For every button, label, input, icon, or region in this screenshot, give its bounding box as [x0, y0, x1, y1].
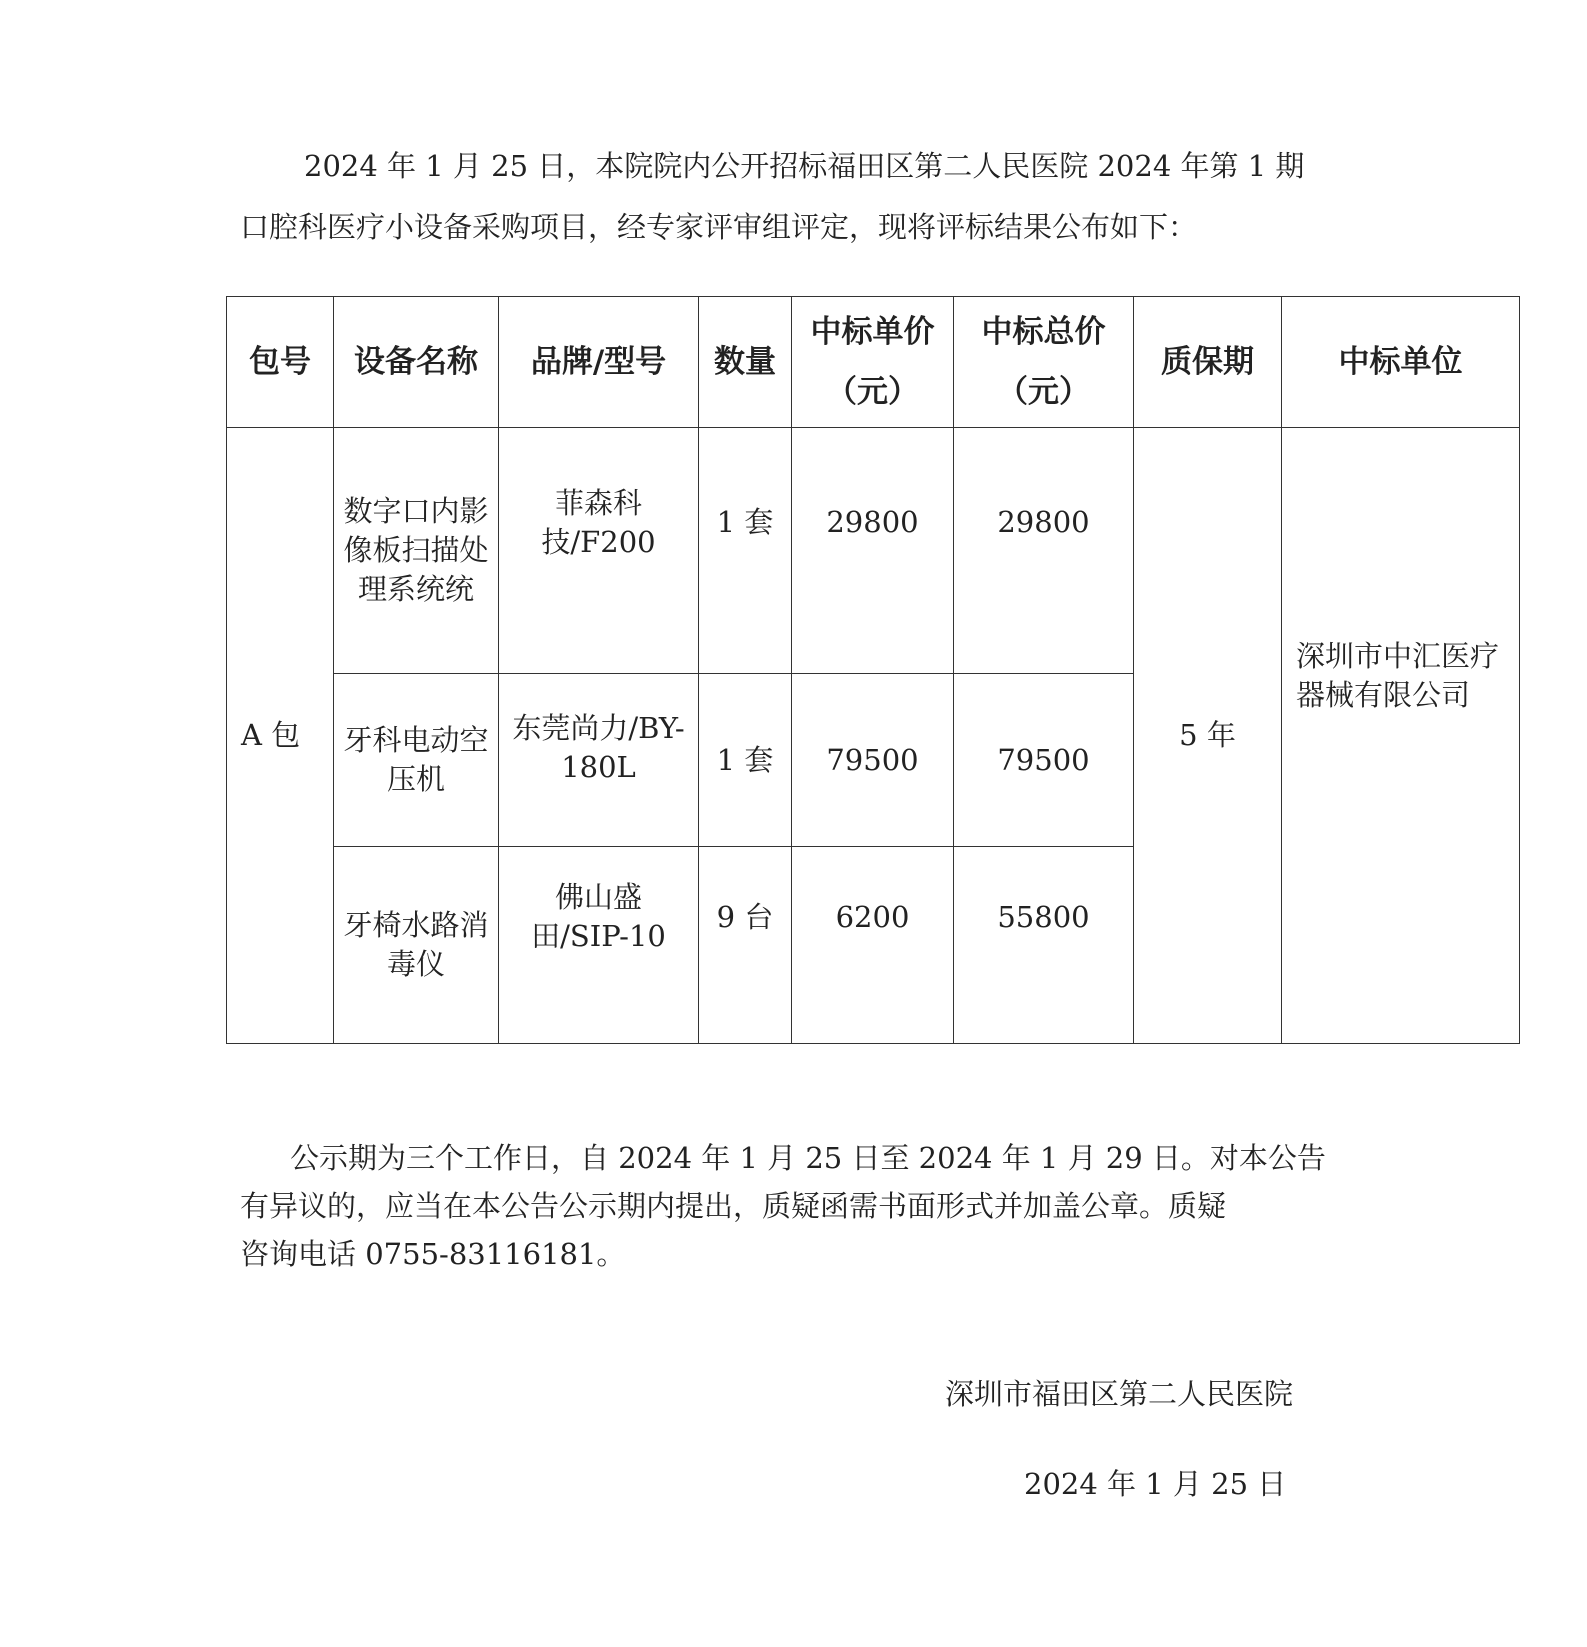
unit-price: 79500	[826, 742, 919, 777]
bid-result-table	[226, 296, 1520, 1044]
device-name-cell	[334, 674, 499, 847]
total-price: 79500	[997, 742, 1090, 777]
brand-model: 佛山盛田/SIP-10	[531, 880, 666, 953]
notice-line-2: 有异议的，应当在本公告公示期内提出，质疑函需书面形式并加盖公章。质疑	[240, 1189, 1227, 1223]
notice-line-3: 咨询电话 0755-83116181。	[240, 1237, 626, 1271]
brand-model: 东莞尚力/BY-180L	[512, 711, 685, 784]
total-price-cell	[954, 674, 1134, 847]
header-device-name: 设备名称	[334, 297, 499, 428]
device-name: 数字口内影像板扫描处理系统统	[343, 494, 489, 606]
winning-unit-value: 深圳市中汇医疗器械有限公司	[1296, 638, 1500, 712]
device-name-cell	[334, 428, 499, 674]
brand-model: 菲森科技/F200	[541, 485, 656, 559]
issue-date: 2024 年 1 月 25 日	[1024, 1467, 1287, 1501]
intro-line-2: 口腔科医疗小设备采购项目，经专家评审组评定，现将评标结果公布如下：	[240, 210, 1198, 244]
header-unit-price-unit: （元）	[826, 374, 919, 410]
device-name: 牙椅水路消毒仪	[343, 908, 489, 981]
brand-model-cell	[499, 847, 699, 1044]
intro-line-1: 2024 年 1 月 25 日，本院院内公开招标福田区第二人民医院 2024 年第 1 期	[304, 149, 1305, 183]
unit-price: 29800	[826, 505, 919, 539]
header-unit-price	[792, 297, 954, 428]
unit-price-cell	[792, 674, 954, 847]
total-price: 29800	[997, 505, 1090, 539]
device-name: 牙科电动空压机	[343, 723, 489, 796]
notice-paragraph	[240, 1134, 1350, 1278]
unit-price-cell	[792, 847, 954, 1044]
package-cell	[227, 428, 334, 1044]
intro-paragraph	[240, 136, 1340, 258]
warranty-cell	[1134, 428, 1282, 1044]
total-price-cell	[954, 847, 1134, 1044]
quantity: 1 套	[716, 505, 774, 539]
quantity-cell	[699, 847, 792, 1044]
warranty-value: 5 年	[1179, 718, 1236, 752]
winning-unit-cell	[1282, 428, 1520, 1044]
header-unit-price-label: 中标单价	[810, 314, 935, 350]
header-warranty: 质保期	[1134, 297, 1282, 428]
quantity: 1 套	[716, 742, 774, 777]
header-total-price-unit: （元）	[997, 374, 1090, 410]
header-total-price-label: 中标总价	[981, 314, 1106, 350]
total-price-cell	[954, 428, 1134, 674]
header-winning-unit: 中标单位	[1282, 297, 1520, 428]
header-quantity: 数量	[699, 297, 792, 428]
table-row	[227, 428, 1520, 674]
quantity-cell	[699, 674, 792, 847]
table-header-row	[227, 297, 1520, 428]
issuer-signature: 深圳市福田区第二人民医院	[945, 1377, 1294, 1411]
unit-price-cell	[792, 428, 954, 674]
brand-model-cell	[499, 674, 699, 847]
header-total-price	[954, 297, 1134, 428]
header-brand-model: 品牌/型号	[499, 297, 699, 428]
brand-model-cell	[499, 428, 699, 674]
package-value: A 包	[241, 718, 301, 752]
header-package: 包号	[227, 297, 334, 428]
total-price: 55800	[997, 899, 1090, 934]
unit-price: 6200	[835, 899, 910, 934]
device-name-cell	[334, 847, 499, 1044]
quantity-cell	[699, 428, 792, 674]
quantity: 9 台	[716, 899, 774, 934]
notice-line-1: 公示期为三个工作日，自 2024 年 1 月 25 日至 2024 年 1 月 29 日。对本公告	[290, 1141, 1326, 1175]
